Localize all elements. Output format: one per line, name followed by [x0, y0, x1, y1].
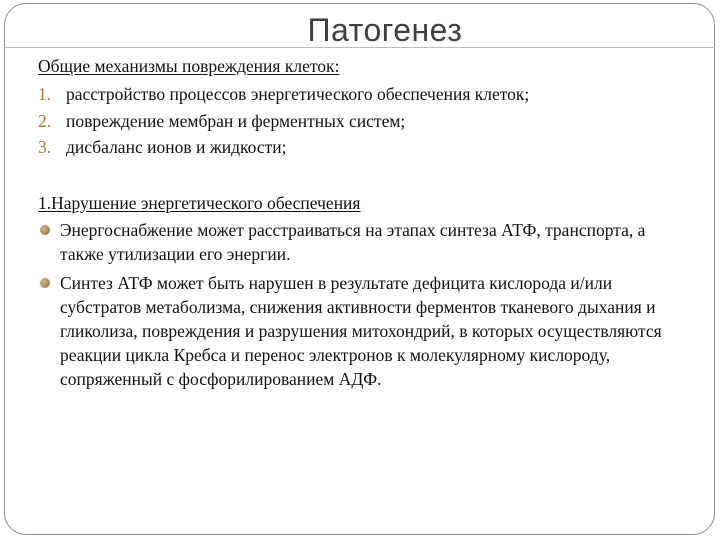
bullet-item: [38, 218, 678, 266]
list-number: 1.: [38, 84, 52, 104]
slide-title: Патогенез: [307, 12, 463, 48]
title-divider: [4, 47, 715, 48]
bullet-text: Энергоснабжение может расстраиваться на этапах синтеза АТФ, транспорта, а также утилизации его энергии.: [60, 219, 646, 264]
list-number: 2.: [38, 110, 52, 131]
list-item: [38, 82, 678, 109]
bullet-list: [38, 218, 678, 391]
list-item-text: дисбаланс ионов и жидкости;: [66, 137, 287, 157]
section-heading: 1.Нарушение энергетического обеспечения: [38, 192, 361, 213]
list-item: [38, 109, 678, 136]
list-item-text: повреждение мембран и ферментных систем;: [66, 110, 406, 131]
list-item: [38, 135, 678, 162]
list-item-text: расстройство процессов энергетического обеспечения клеток;: [66, 84, 530, 104]
spacer: [38, 162, 678, 191]
bullet-icon: [38, 218, 60, 242]
list-number: 3.: [38, 137, 52, 157]
intro-heading: Общие механизмы повреждения клеток:: [38, 56, 340, 76]
mechanisms-list: [38, 82, 678, 162]
bullet-icon: [38, 271, 60, 295]
bullet-item: [38, 271, 678, 391]
bullet-text: Синтез АТФ может быть нарушен в результате дефицита кислорода и/или субстратов метаболизма, снижения активности ферментов тканевого дыхания и гликолиза, повреждения и разрушения митохондрий, в которых осуществляются реакции цикла Кребса и перенос электронов к молекулярному кислороду, сопряженный с фосфорилированием АДФ.: [60, 272, 662, 389]
slide-content: [38, 54, 678, 396]
